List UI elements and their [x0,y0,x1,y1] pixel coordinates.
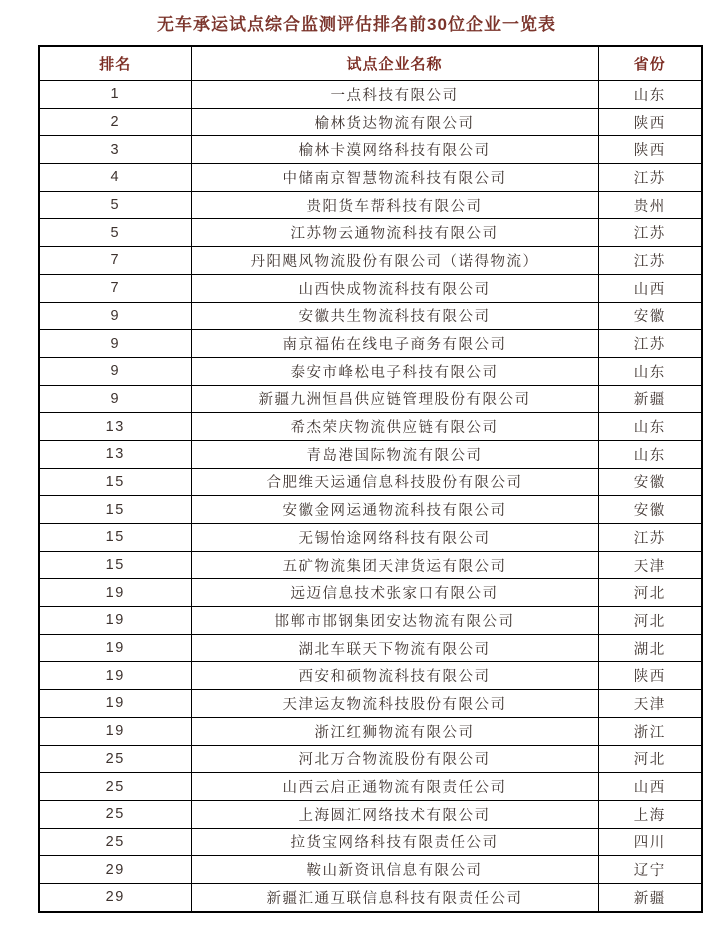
table-header-row [39,46,702,81]
rank-cell: 13 [39,413,191,441]
province-cell: 天津 [598,551,702,579]
table-row [39,662,702,690]
province-cell: 山西 [598,773,702,801]
rank-cell: 25 [39,800,191,828]
province-cell: 新疆 [598,883,702,911]
province-cell: 贵州 [598,191,702,219]
province-cell: 江苏 [598,219,702,247]
table-row [39,219,702,247]
rank-cell: 9 [39,357,191,385]
company-cell: 新疆汇通互联信息科技有限责任公司 [191,883,598,911]
rank-cell: 15 [39,551,191,579]
company-cell: 上海圆汇网络技术有限公司 [191,800,598,828]
table-row [39,468,702,496]
rank-cell: 15 [39,468,191,496]
rank-cell: 19 [39,690,191,718]
table-row [39,385,702,413]
table-row [39,496,702,524]
province-cell: 江苏 [598,247,702,275]
province-cell: 河北 [598,607,702,635]
rank-cell: 13 [39,440,191,468]
table-row [39,717,702,745]
province-cell: 湖北 [598,634,702,662]
company-cell: 鞍山新资讯信息有限公司 [191,856,598,884]
company-cell: 远迈信息技术张家口有限公司 [191,579,598,607]
province-cell: 安徽 [598,302,702,330]
rank-cell: 15 [39,496,191,524]
province-cell: 辽宁 [598,856,702,884]
company-cell: 无锡怡途网络科技有限公司 [191,524,598,552]
table-row [39,440,702,468]
province-cell: 陕西 [598,136,702,164]
company-cell: 安徽金网运通物流科技有限公司 [191,496,598,524]
table-row [39,274,702,302]
table-row [39,108,702,136]
table-row [39,607,702,635]
rank-column-header: 排名 [39,46,191,81]
ranking-table [38,45,703,913]
table-row [39,164,702,192]
company-cell: 天津运友物流科技股份有限公司 [191,690,598,718]
company-cell: 拉货宝网络科技有限责任公司 [191,828,598,856]
province-cell: 江苏 [598,524,702,552]
rank-cell: 7 [39,247,191,275]
table-row [39,883,702,911]
rank-cell: 29 [39,883,191,911]
rank-cell: 1 [39,81,191,109]
rank-cell: 19 [39,579,191,607]
company-cell: 榆林货达物流有限公司 [191,108,598,136]
company-cell: 榆林卡漠网络科技有限公司 [191,136,598,164]
company-cell: 安徽共生物流科技有限公司 [191,302,598,330]
province-cell: 陕西 [598,108,702,136]
company-cell: 青岛港国际物流有限公司 [191,440,598,468]
table-row [39,330,702,358]
rank-cell: 9 [39,330,191,358]
rank-cell: 3 [39,136,191,164]
table-row [39,745,702,773]
table-row [39,856,702,884]
company-cell: 西安和硕物流科技有限公司 [191,662,598,690]
table-row [39,81,702,109]
company-cell: 新疆九洲恒昌供应链管理股份有限公司 [191,385,598,413]
table-row [39,634,702,662]
rank-cell: 2 [39,108,191,136]
rank-cell: 19 [39,634,191,662]
company-cell: 南京福佑在线电子商务有限公司 [191,330,598,358]
table-row [39,413,702,441]
table-row [39,136,702,164]
table-row [39,524,702,552]
province-cell: 山东 [598,413,702,441]
rank-cell: 29 [39,856,191,884]
rank-cell: 25 [39,773,191,801]
province-cell: 安徽 [598,468,702,496]
table-row [39,191,702,219]
province-cell: 山东 [598,357,702,385]
rank-cell: 7 [39,274,191,302]
rank-cell: 5 [39,219,191,247]
company-cell: 希杰荣庆物流供应链有限公司 [191,413,598,441]
table-row [39,773,702,801]
province-cell: 江苏 [598,330,702,358]
company-cell: 江苏物云通物流科技有限公司 [191,219,598,247]
province-cell: 山东 [598,440,702,468]
province-cell: 新疆 [598,385,702,413]
company-cell: 河北万合物流股份有限公司 [191,745,598,773]
company-column-header: 试点企业名称 [191,46,598,81]
province-cell: 山东 [598,81,702,109]
province-cell: 四川 [598,828,702,856]
company-cell: 浙江红狮物流有限公司 [191,717,598,745]
province-cell: 上海 [598,800,702,828]
company-cell: 邯郸市邯钢集团安达物流有限公司 [191,607,598,635]
rank-cell: 25 [39,828,191,856]
rank-cell: 19 [39,607,191,635]
company-cell: 山西云启正通物流有限责任公司 [191,773,598,801]
company-cell: 泰安市峰松电子科技有限公司 [191,357,598,385]
rank-cell: 19 [39,717,191,745]
rank-cell: 5 [39,191,191,219]
table-row [39,302,702,330]
company-cell: 合肥维天运通信息科技股份有限公司 [191,468,598,496]
table-row [39,357,702,385]
province-cell: 山西 [598,274,702,302]
rank-cell: 19 [39,662,191,690]
province-cell: 浙江 [598,717,702,745]
table-row [39,579,702,607]
rank-cell: 9 [39,385,191,413]
table-row [39,828,702,856]
company-cell: 山西快成物流科技有限公司 [191,274,598,302]
company-cell: 丹阳飓风物流股份有限公司（诺得物流） [191,247,598,275]
table-row [39,690,702,718]
company-cell: 一点科技有限公司 [191,81,598,109]
rank-cell: 15 [39,524,191,552]
rank-cell: 9 [39,302,191,330]
province-cell: 安徽 [598,496,702,524]
province-cell: 河北 [598,579,702,607]
province-cell: 河北 [598,745,702,773]
table-row [39,247,702,275]
province-cell: 天津 [598,690,702,718]
company-cell: 湖北车联天下物流有限公司 [191,634,598,662]
page-title: 无车承运试点综合监测评估排名前30位企业一览表 [157,15,556,34]
province-cell: 江苏 [598,164,702,192]
company-cell: 中储南京智慧物流科技有限公司 [191,164,598,192]
rank-cell: 25 [39,745,191,773]
table-row [39,551,702,579]
province-cell: 陕西 [598,662,702,690]
rank-cell: 4 [39,164,191,192]
province-column-header: 省份 [598,46,702,81]
company-cell: 五矿物流集团天津货运有限公司 [191,551,598,579]
table-row [39,800,702,828]
company-cell: 贵阳货车帮科技有限公司 [191,191,598,219]
